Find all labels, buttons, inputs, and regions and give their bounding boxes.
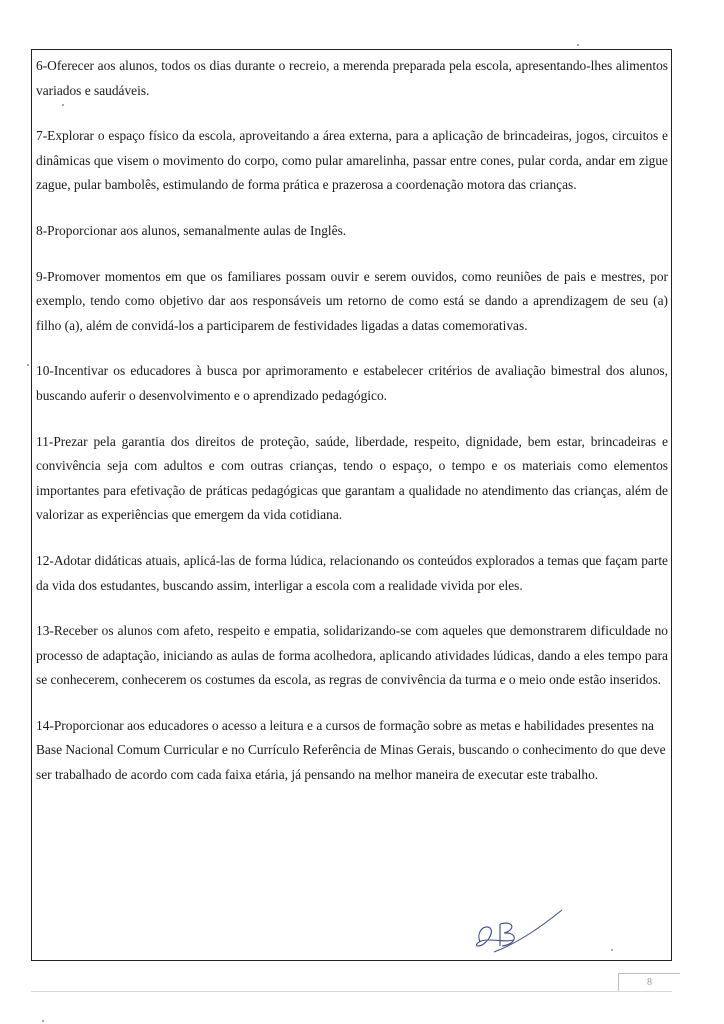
list-item-8: 8-Proporcionar aos alunos, semanalmente aulas de Inglês. (36, 222, 347, 238)
list-item-13: 13-Receber os alunos com afeto, respeito e empatia, solidarizando-se com aqueles que demonstrarem dificuldade no processo de adaptação, iniciando as aulas de forma acolhedora, aplicando atividades lúdicas, dando a eles tempo para se conhecerem, conhecerem os costumes da escola, as regras de convivência da turma e o meio onde estão inseridos. (36, 623, 668, 688)
document-body (36, 54, 668, 788)
scan-speck (62, 104, 64, 106)
page-number: 8 (618, 973, 680, 991)
scan-speck (577, 44, 579, 46)
scan-speck (611, 949, 613, 951)
list-item-6: 6-Oferecer aos alunos, todos os dias durante o recreio, a merenda preparada pela escola, apresentando-lhes alimentos variados e saudáveis. (36, 58, 668, 98)
scan-speck (42, 1020, 44, 1022)
scan-speck (27, 364, 29, 366)
scan-edge-line (31, 991, 672, 992)
list-item-11: 11-Prezar pela garantia dos direitos de proteção, saúde, liberdade, respeito, dignidade, bem estar, brincadeiras e convivência seja com adultos e com outras crianças, tendo o espaço, o tempo e os materiais como elementos importantes para efetivação de práticas pedagógicas que garantam a qualidade no atendimento das crianças, além de valorizar as experiências que emergem da vida cotidiana. (36, 433, 668, 523)
signature-icon (470, 902, 570, 960)
list-item-7: 7-Explorar o espaço físico da escola, aproveitando a área externa, para a aplicação de brincadeiras, jogos, circuitos e dinâmicas que visem o movimento do corpo, como pular amarelinha, passar entre cones, pular corda, andar em zigue zague, pular bambolês, estimulando de forma prática e prazerosa a coordenação motora das crianças. (36, 128, 668, 193)
list-item-14: 14-Proporcionar aos educadores o acesso a leitura e a cursos de formação sobre as metas e habilidades presentes na Base Nacional Comum Curricular e no Currículo Referência de Minas Gerais, buscando o conhecimento do que deve ser trabalhado de acordo com cada faixa etária, já pensando na melhor maneira de executar este trabalho. (36, 717, 666, 783)
list-item-12: 12-Adotar didáticas atuais, aplicá-las de forma lúdica, relacionando os conteúdos explorados a temas que façam parte da vida dos estudantes, buscando assim, interligar a escola com a realidade vivida por eles. (36, 552, 668, 593)
list-item-9: 9-Promover momentos em que os familiares possam ouvir e serem ouvidos, como reuniões de pais e mestres, por exemplo, tendo como objetivo dar aos responsáveis um retorno de como está se dando a aprendizagem de seu (a) filho (a), além de convidá-los a participarem de festividades ligadas a datas comemorativas. (36, 268, 668, 333)
list-item-10: 10-Incentivar os educadores à busca por aprimoramento e estabelecer critérios de avaliação bimestral dos alunos, buscando auferir o desenvolvimento e o aprendizado pedagógico. (36, 363, 668, 403)
